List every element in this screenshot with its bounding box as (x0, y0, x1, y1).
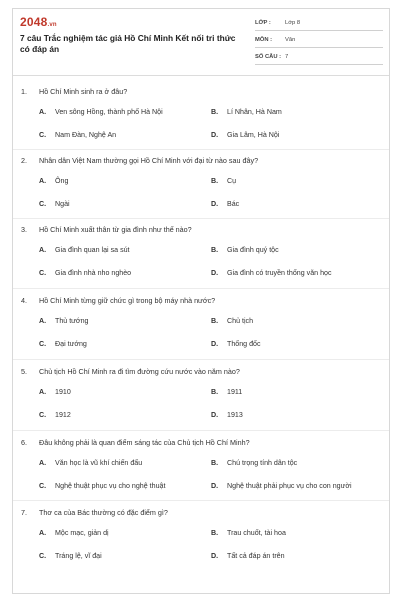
option-text: Tất cả đáp án trên (227, 552, 285, 560)
option-letter: B. (211, 246, 219, 254)
meta-key: LỚP : (255, 20, 271, 26)
option-text: Lí Nhân, Hà Nam (227, 108, 282, 116)
option-a[interactable] (39, 529, 109, 537)
option-text: Tráng lệ, vĩ đại (55, 552, 102, 560)
option-letter: B. (211, 388, 219, 396)
option-d[interactable] (211, 269, 332, 277)
option-text: 1910 (55, 388, 71, 396)
option-letter: D. (211, 340, 219, 348)
option-c[interactable] (39, 340, 87, 348)
question-text: Thơ ca của Bác thường có đặc điểm gì? (39, 508, 168, 517)
option-letter: B. (211, 177, 219, 185)
option-c[interactable] (39, 552, 102, 560)
option-letter: D. (211, 269, 219, 277)
question-divider (13, 149, 389, 150)
option-c[interactable] (39, 411, 71, 419)
option-letter: C. (39, 269, 47, 277)
meta-key: MÔN : (255, 37, 273, 43)
option-text: 1911 (227, 388, 243, 396)
option-a[interactable] (39, 108, 163, 116)
question-number: 5. (21, 367, 27, 376)
option-text: Chủ tịch (227, 317, 254, 325)
option-letter: A. (39, 388, 47, 396)
question-number: 4. (21, 296, 27, 305)
option-c[interactable] (39, 200, 70, 208)
option-text: Đại tướng (55, 340, 87, 348)
worksheet-page (12, 8, 390, 594)
option-letter: A. (39, 529, 47, 537)
option-text: Nghệ thuật phải phục vụ cho con người (227, 482, 352, 490)
option-letter: D. (211, 131, 219, 139)
worksheet-meta (255, 17, 383, 68)
option-text: 1912 (55, 411, 71, 419)
option-text: Gia đình có truyền thống văn học (227, 269, 332, 277)
option-a[interactable] (39, 317, 88, 325)
option-letter: D. (211, 482, 219, 490)
option-text: Gia đình quan lại sa sút (55, 246, 130, 254)
option-letter: A. (39, 108, 47, 116)
option-b[interactable] (211, 108, 282, 116)
option-letter: B. (211, 108, 219, 116)
option-text: Trau chuốt, tài hoa (227, 529, 286, 537)
question-number: 6. (21, 438, 27, 447)
option-d[interactable] (211, 200, 239, 208)
option-letter: A. (39, 317, 47, 325)
site-logo[interactable] (20, 15, 57, 29)
option-c[interactable] (39, 269, 131, 277)
option-text: Gia Lâm, Hà Nội (227, 131, 280, 139)
option-b[interactable] (211, 529, 286, 537)
option-letter: C. (39, 131, 47, 139)
question-divider (13, 500, 389, 501)
meta-key: SỐ CÂU : (255, 54, 282, 60)
question-text: Đâu không phải là quan điểm sáng tác của Chủ tịch Hồ Chí Minh? (39, 438, 250, 447)
option-letter: D. (211, 200, 219, 208)
option-a[interactable] (39, 177, 68, 185)
question-2 (13, 156, 389, 226)
option-letter: B. (211, 317, 219, 325)
option-letter: C. (39, 411, 47, 419)
option-d[interactable] (211, 340, 261, 348)
question-divider (13, 218, 389, 219)
meta-row-subject (255, 34, 383, 48)
worksheet-header (13, 9, 389, 75)
question-number: 2. (21, 156, 27, 165)
meta-value: 7 (285, 54, 289, 60)
option-text: Mộc mạc, giản dị (55, 529, 109, 537)
question-divider (13, 430, 389, 431)
option-text: Nghệ thuật phục vụ cho nghệ thuật (55, 482, 166, 490)
option-d[interactable] (211, 411, 243, 419)
option-a[interactable] (39, 388, 71, 396)
option-text: Gia đình nhà nho nghèo (55, 269, 132, 277)
question-number: 7. (21, 508, 27, 517)
option-text: Ngài (55, 200, 70, 208)
option-d[interactable] (211, 131, 279, 139)
option-c[interactable] (39, 131, 116, 139)
question-text: Nhân dân Việt Nam thường gọi Hồ Chí Minh với đại từ nào sau đây? (39, 156, 259, 165)
question-6 (13, 438, 389, 508)
option-text: Bác (227, 200, 240, 208)
option-b[interactable] (211, 177, 236, 185)
question-text: Hồ Chí Minh từng giữ chức gì trong bộ máy nhà nước? (39, 296, 216, 305)
option-d[interactable] (211, 552, 285, 560)
meta-value: Văn (285, 37, 296, 43)
option-a[interactable] (39, 246, 130, 254)
page-title: 7 câu Trắc nghiệm tác giả Hồ Chí Minh Kết nối tri thức có đáp án (20, 33, 236, 54)
option-letter: B. (211, 529, 219, 537)
question-1 (13, 87, 389, 157)
question-text: Hồ Chí Minh sinh ra ở đâu? (39, 87, 128, 96)
header-divider (13, 75, 389, 76)
meta-row-count (255, 51, 383, 65)
question-3 (13, 225, 389, 295)
question-4 (13, 296, 389, 366)
option-letter: D. (211, 552, 219, 560)
question-text: Chủ tịch Hồ Chí Minh ra đi tìm đường cứu nước vào năm nào? (39, 367, 240, 376)
option-text: Gia đình quý tộc (227, 246, 279, 254)
option-letter: C. (39, 340, 47, 348)
option-text: Ông (55, 177, 69, 185)
option-b[interactable] (211, 459, 297, 467)
option-letter: A. (39, 459, 47, 467)
question-number: 3. (21, 225, 27, 234)
question-divider (13, 359, 389, 360)
option-b[interactable] (211, 246, 279, 254)
option-a[interactable] (39, 459, 142, 467)
meta-value: Lớp 8 (285, 20, 301, 26)
logo-text: 2048 (20, 15, 48, 29)
question-number: 1. (21, 87, 27, 96)
question-7 (13, 508, 389, 578)
option-b[interactable] (211, 317, 253, 325)
option-c[interactable] (39, 482, 165, 490)
option-text: Thủ tướng (55, 317, 89, 325)
question-divider (13, 288, 389, 289)
question-text: Hồ Chí Minh xuất thân từ gia đình như thế nào? (39, 225, 192, 234)
option-letter: C. (39, 200, 47, 208)
option-b[interactable] (211, 388, 242, 396)
option-letter: A. (39, 177, 47, 185)
option-letter: C. (39, 482, 47, 490)
question-5 (13, 367, 389, 437)
option-text: Cụ (227, 177, 237, 185)
option-text: Văn học là vũ khí chiến đấu (55, 459, 143, 467)
option-text: Chú trọng tính dân tộc (227, 459, 298, 467)
option-text: Thống đốc (227, 340, 261, 348)
option-letter: C. (39, 552, 47, 560)
option-text: Ven sông Hồng, thành phố Hà Nội (55, 108, 163, 116)
option-letter: D. (211, 411, 219, 419)
option-letter: B. (211, 459, 219, 467)
meta-row-class (255, 17, 383, 31)
option-d[interactable] (211, 482, 352, 490)
option-text: 1913 (227, 411, 243, 419)
option-letter: A. (39, 246, 47, 254)
option-text: Nam Đàn, Nghệ An (55, 131, 117, 139)
logo-suffix: .vn (47, 22, 57, 28)
